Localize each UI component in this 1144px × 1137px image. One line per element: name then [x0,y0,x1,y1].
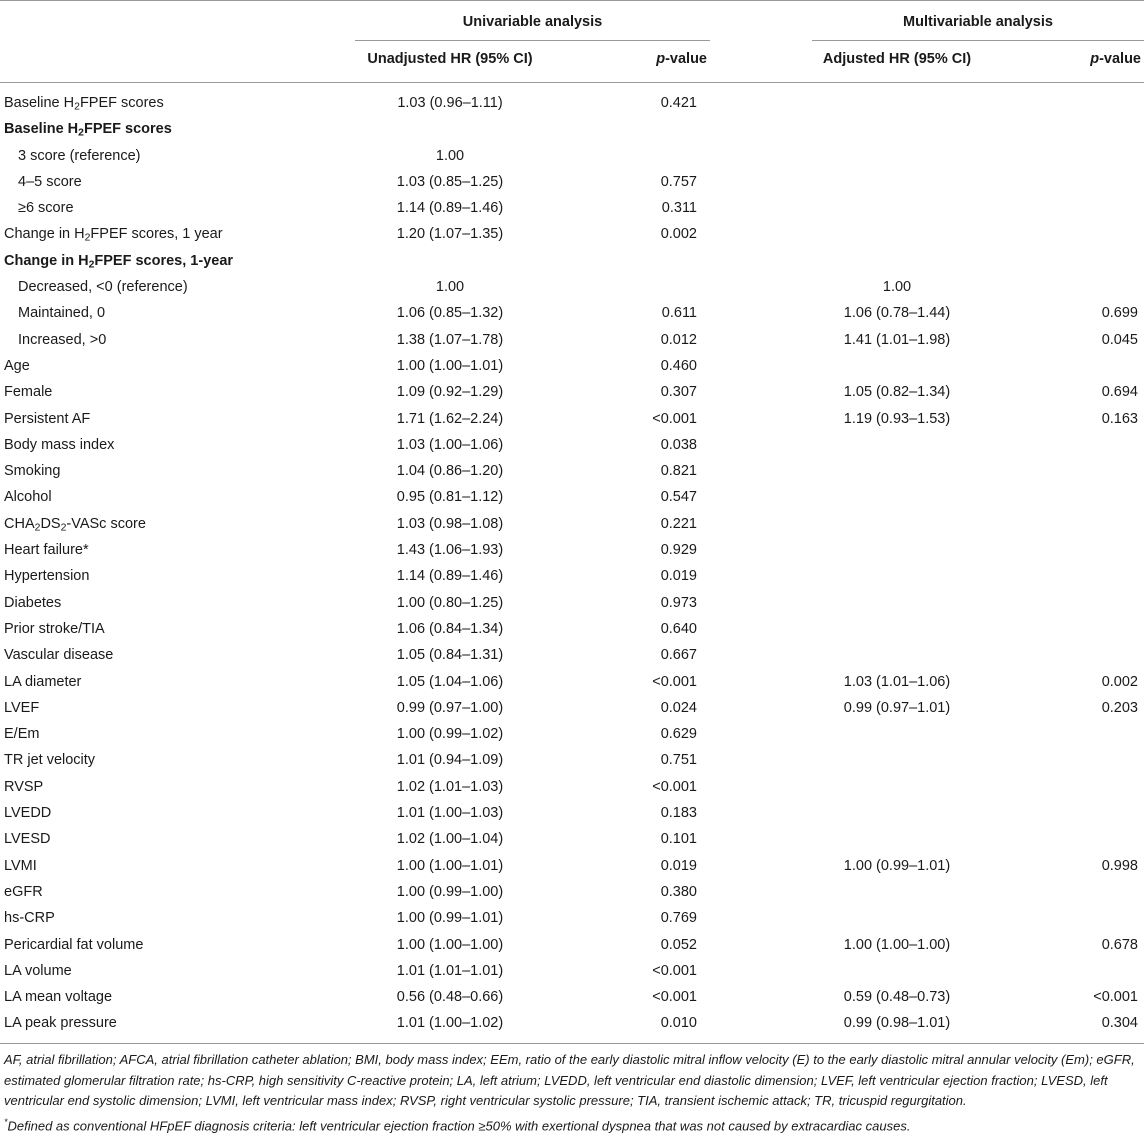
univariable-p-cell: 0.307 [660,384,697,401]
table-bottom-rule [0,1043,1144,1044]
row-label: LA mean voltage [4,989,113,1006]
unadjusted-hr-cell: 1.04 (0.86–1.20) [396,463,504,480]
multivariable-group-header: Multivariable analysis [903,14,1053,30]
table-row [0,353,1144,379]
multivariable-p-cell: 0.203 [1101,699,1138,716]
univariable-p-cell: 0.024 [660,699,697,716]
table-row [0,905,1144,931]
multivariable-p-cell: 0.002 [1101,673,1138,690]
row-label: Increased, >0 [18,331,107,348]
row-label: Decreased, <0 (reference) [18,279,188,296]
row-label: LVESD [4,831,51,848]
table-row [0,721,1144,747]
unadjusted-hr-cell: 1.00 (0.99–1.02) [396,726,504,743]
univariable-p-cell: 0.640 [660,620,697,637]
unadjusted-hr-cell: 1.00 (1.00–1.01) [396,857,504,874]
univariable-p-cell: 0.973 [660,594,697,611]
p-value-header-univariable [620,51,707,67]
multivariable-p-cell: 0.694 [1101,384,1138,401]
unadjusted-hr-cell: 1.00 (0.99–1.00) [396,883,504,900]
table-row [0,932,1144,958]
unadjusted-hr-cell: 1.05 (1.04–1.06) [396,673,504,690]
multivariable-p-cell: 0.163 [1101,410,1138,427]
row-label: E/Em [4,726,40,743]
table-row [0,195,1144,221]
unadjusted-hr-cell: 1.00 [435,279,465,296]
univariable-p-cell: 0.311 [661,200,697,217]
table-body [0,90,1144,1037]
univariable-p-cell: <0.001 [652,989,697,1006]
univariable-p-cell: <0.001 [652,962,697,979]
adjusted-hr-header: Adjusted HR (95% CI) [822,51,972,67]
multivariable-p-cell: 0.678 [1101,936,1138,953]
p-value-suffix: -value [665,51,707,67]
table-row [0,458,1144,484]
univariable-p-cell: 0.221 [660,515,697,532]
row-label: Change in $H_2FPEF$ scores, 1-year [4,252,234,271]
row-label: LA diameter [4,673,82,690]
unadjusted-hr-cell: 1.01 (0.94–1.09) [396,752,504,769]
p-value-header-multivariable [1040,51,1141,67]
table-row [0,879,1144,905]
univariable-p-cell: 0.380 [660,883,697,900]
row-label: $CHA_2DS_2$-VASc score [4,515,146,534]
adjusted-hr-cell: 1.19 (0.93–1.53) [843,410,951,427]
unadjusted-hr-cell: 1.02 (1.01–1.03) [396,778,504,795]
adjusted-hr-cell: 1.06 (0.78–1.44) [843,305,951,322]
table-row [0,747,1144,773]
row-label: hs-CRP [4,910,55,927]
multivariable-p-cell: 0.045 [1101,331,1138,348]
row-label: 4–5 score [18,173,82,190]
table-row [0,406,1144,432]
unadjusted-hr-cell: 1.09 (0.92–1.29) [396,384,504,401]
unadjusted-hr-cell: 1.20 (1.07–1.35) [396,226,504,243]
header-rule [0,82,1144,83]
univariable-p-cell: 0.611 [661,305,697,322]
unadjusted-hr-cell: 0.99 (0.97–1.00) [396,699,504,716]
unadjusted-hr-cell: 1.38 (1.07–1.78) [396,331,504,348]
univariable-p-cell: 0.002 [660,226,697,243]
row-label: LVMI [4,857,37,874]
row-label: Alcohol [4,489,52,506]
adjusted-hr-cell: 0.99 (0.97–1.01) [843,699,951,716]
unadjusted-hr-cell: 0.95 (0.81–1.12) [396,489,504,506]
univariable-p-cell: 0.460 [660,357,697,374]
multivariable-p-cell: 0.699 [1101,305,1138,322]
univariable-p-cell: 0.757 [660,173,697,190]
univariable-p-cell: 0.019 [660,857,697,874]
unadjusted-hr-cell: 1.03 (0.96–1.11) [397,95,503,111]
univariable-p-cell: 0.821 [660,463,697,480]
unadjusted-hr-cell: 1.06 (0.84–1.34) [396,620,504,637]
table-row [0,274,1144,300]
unadjusted-hr-cell: 1.03 (0.85–1.25) [396,173,504,190]
unadjusted-hr-cell: 1.00 (0.80–1.25) [396,594,504,611]
row-label: RVSP [4,778,44,795]
row-label: 3 score (reference) [18,147,141,164]
univariable-p-cell: <0.001 [652,673,697,690]
adjusted-hr-cell: 0.99 (0.98–1.01) [843,1015,951,1032]
unadjusted-hr-cell: 0.56 (0.48–0.66) [396,989,504,1006]
row-label: Diabetes [4,594,62,611]
table-row [0,826,1144,852]
table-row [0,958,1144,984]
univariable-p-cell: 0.012 [660,331,697,348]
univariable-p-cell: 0.751 [660,752,697,769]
footnotes [4,1050,1140,1136]
table-row [0,1010,1144,1036]
unadjusted-hr-cell: 1.01 (1.00–1.02) [396,1015,504,1032]
row-label: Baseline $H_2FPEF$ scores [4,95,164,113]
unadjusted-hr-cell: 1.05 (0.84–1.31) [396,647,504,664]
univariable-p-cell: 0.101 [660,831,697,848]
abbreviations-footnote: AF, atrial fibrillation; AFCA, atrial fibrillation catheter ablation; BMI, body mass index; EEm, ratio of the early diastolic mitral inflow velocity (E) to the early diastolic mitral annular velocity (Em); eGFR, estimated glomerular filtration rate; hs-CRP, high sensitivity C-reactive protein; LA, left atrium; LVEDD, left ventricular end diastolic dimension; LVEF, left ventricular ejection fraction; LVESD, left ventricular end systolic dimension; LVMI, left ventricular mass index; RVSP, right ventricular systolic pressure; TIA, transient ischemic attack; TR, tricuspid regurgitation. [4,1052,1135,1108]
row-label: Baseline $H_2FPEF$ scores [4,121,172,139]
adjusted-hr-cell: 1.41 (1.01–1.98) [843,331,951,348]
table-row [0,563,1144,589]
unadjusted-hr-cell: 1.71 (1.62–2.24) [396,410,504,427]
unadjusted-hr-cell: 1.00 (1.00–1.01) [396,357,504,374]
univariable-group-header: Univariable analysis [462,14,603,30]
table-row [0,379,1144,405]
univariable-p-cell: 0.019 [660,568,697,585]
row-label: LA peak pressure [4,1015,117,1032]
row-label: TR jet velocity [4,752,96,769]
table-row [0,616,1144,642]
univariable-p-cell: 0.038 [660,436,697,453]
univariable-p-cell: 0.183 [660,805,697,822]
unadjusted-hr-cell: 1.00 (1.00–1.00) [396,936,504,953]
unadjusted-hr-cell: 1.03 (1.00–1.06) [396,436,504,453]
unadjusted-hr-cell: 1.43 (1.06–1.93) [396,542,504,559]
univariable-p-cell: 0.667 [660,647,697,664]
row-label: ≥6 score [18,200,74,217]
multivariable-p-cell: 0.304 [1101,1015,1138,1032]
univariable-p-cell: 0.052 [660,936,697,953]
table-row [0,537,1144,563]
table-row [0,221,1144,247]
univariable-p-cell: 0.629 [660,726,697,743]
univariable-p-cell: 0.769 [660,910,697,927]
multivariable-p-cell: <0.001 [1093,989,1138,1006]
table-row [0,432,1144,458]
table-row [0,169,1144,195]
unadjusted-hr-cell: 1.01 (1.01–1.01) [396,962,504,979]
row-label: Female [4,384,53,401]
table-row [0,143,1144,169]
asterisk-marker: * [4,1116,8,1127]
univariable-p-cell: <0.001 [652,778,697,795]
univariable-p-cell: 0.929 [660,542,697,559]
asterisk-footnote [4,1112,1140,1137]
unadjusted-hr-cell: 1.03 (0.98–1.08) [396,515,504,532]
p-value-suffix: -value [1099,51,1141,67]
adjusted-hr-cell: 1.03 (1.01–1.06) [843,673,951,690]
table-row [0,327,1144,353]
table-row [0,800,1144,826]
table-row [0,484,1144,510]
p-italic: p [656,51,666,67]
table-row [0,300,1144,326]
asterisk-footnote-text: Defined as conventional HFpEF diagnosis criteria: left ventricular ejection fraction ≥50% with exertional dyspnea that was not caused by extracardiac causes. [7,1117,911,1133]
unadjusted-hr-cell: 1.02 (1.00–1.04) [396,831,504,848]
row-label: eGFR [4,883,43,900]
univariable-p-cell: 0.547 [660,489,697,506]
unadjusted-hr-cell: 1.01 (1.00–1.03) [396,805,504,822]
univariable-p-cell: 0.421 [660,95,697,111]
table-row [0,511,1144,537]
row-label: LVEDD [4,805,52,822]
unadjusted-hr-cell: 1.14 (0.89–1.46) [396,568,504,585]
adjusted-hr-cell: 0.59 (0.48–0.73) [843,989,951,1006]
row-label: Vascular disease [4,647,114,664]
row-label: Change in $H_2FPEF$ scores, 1 year [4,226,223,245]
univariable-p-cell: <0.001 [652,410,697,427]
row-label: Body mass index [4,436,115,453]
row-label: Hypertension [4,568,90,585]
row-label: Persistent AF [4,410,91,427]
row-label: Maintained, 0 [18,305,106,322]
row-label: Smoking [4,463,61,480]
row-label: Age [4,357,30,374]
unadjusted-hr-header: Unadjusted HR (95% CI) [367,51,533,67]
table-row [0,853,1144,879]
table-row [0,774,1144,800]
adjusted-hr-cell: 1.00 (1.00–1.00) [843,936,951,953]
row-label: Heart failure* [4,542,89,559]
unadjusted-hr-cell: 1.00 (0.99–1.01) [396,910,504,927]
adjusted-hr-cell: 1.00 (0.99–1.01) [843,857,951,874]
row-label: LVEF [4,699,40,716]
unadjusted-hr-cell: 1.14 (0.89–1.46) [396,200,504,217]
table-row [0,984,1144,1010]
table-row [0,642,1144,668]
adjusted-hr-cell: 1.05 (0.82–1.34) [843,384,951,401]
row-label: Pericardial fat volume [4,936,144,953]
multivariable-group-rule [812,40,1144,41]
table-row [0,90,1144,116]
multivariable-p-cell: 0.998 [1101,857,1138,874]
table-row [0,590,1144,616]
p-italic: p [1090,51,1100,67]
table-row [0,116,1144,142]
unadjusted-hr-cell: 1.06 (0.85–1.32) [396,305,504,322]
unadjusted-hr-cell: 1.00 [435,147,465,164]
row-label: LA volume [4,962,72,979]
table-row [0,248,1144,274]
table-row [0,669,1144,695]
adjusted-hr-cell: 1.00 [882,279,912,296]
table-row [0,695,1144,721]
table-top-rule [0,0,1144,1]
row-label: Prior stroke/TIA [4,620,105,637]
univariable-group-rule [355,40,710,41]
univariable-p-cell: 0.010 [660,1015,697,1032]
